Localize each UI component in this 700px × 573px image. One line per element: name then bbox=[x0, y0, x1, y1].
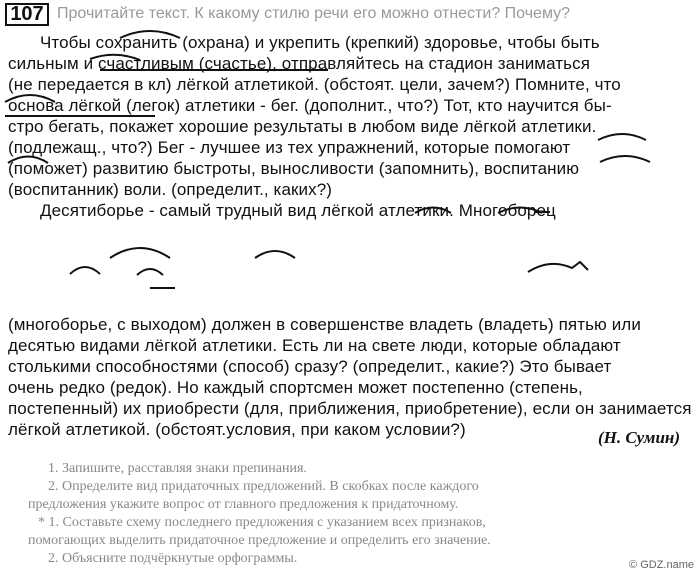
root-arc bbox=[70, 267, 100, 274]
text-line-12: столькими способностями (способ) сразу? (определит., какие?) Это бывает bbox=[8, 357, 612, 376]
text-line-4: основа лёгкой (легок) атлетики - бег. (дополнит., что?) Тот, кто научится бы- bbox=[8, 96, 612, 115]
task-star-1-continued: помогающих выделить придаточное предложение и определить его значение. bbox=[28, 533, 491, 548]
text-line-8: (воспитанник) воли. (определит., каких?) bbox=[8, 180, 333, 199]
root-arc bbox=[137, 269, 163, 275]
root-arc bbox=[8, 157, 48, 164]
text-line-7: (поможет) развитию быстроты, выносливости (запомнить), воспитанию bbox=[8, 159, 580, 178]
author: (Н. Сумин) bbox=[597, 428, 680, 447]
text-line-15: лёгкой атлетикой. (обстоят.условия, при каком условии?) bbox=[8, 420, 466, 439]
exercise-instruction: Прочитайте текст. К какому стилю речи его можно отнести? Почему? bbox=[57, 5, 571, 22]
root-arc bbox=[600, 156, 650, 162]
root-arc bbox=[120, 31, 180, 38]
text-line-10: (многоборье, с выходом) должен в совершенстве владеть (владеть) пятью или bbox=[8, 315, 641, 334]
root-arc bbox=[598, 134, 646, 140]
root-arc bbox=[110, 248, 170, 258]
task-2-continued: предложения укажите вопрос от главного предложения к придаточному. bbox=[28, 497, 459, 512]
root-arc bbox=[5, 95, 55, 102]
text-line-9: Десятиборье - самый трудный вид лёгкой атлетики. Многоборец bbox=[40, 201, 556, 220]
task-star-1: * 1. Составьте схему последнего предложения с указанием всех признаков, bbox=[38, 515, 486, 530]
task-2: 2. Определите вид придаточных предложений. В скобках после каждого bbox=[48, 479, 479, 494]
copyright: © GDZ.name bbox=[629, 559, 694, 571]
root-arc bbox=[90, 55, 140, 60]
text-line-5: стро бегать, покажет хорошие результаты в любом виде лёгкой атлетики. bbox=[8, 117, 597, 136]
root-arc bbox=[415, 208, 451, 214]
text-line-3: (не передается в кл) лёгкой атлетикой. (обстоят. цели, зачем?) Помните, что bbox=[8, 75, 621, 94]
root-arc bbox=[255, 251, 295, 258]
text-line-2: сильным и счастливым (счастье), отправляйтесь на стадион заниматься bbox=[8, 54, 591, 73]
task-1: 1. Запишите, расставляя знаки препинания. bbox=[48, 461, 307, 476]
text-line-1: Чтобы сохранить (охрана) и укрепить (крепкий) здоровье, чтобы быть bbox=[40, 33, 600, 52]
text-line-6: (подлежащ., что?) Бег - лучшее из тех упражнений, которые помогают bbox=[8, 138, 571, 157]
exercise-number: 107 bbox=[5, 3, 49, 26]
text-line-13: очень редко (редок). Но каждый спортсмен может постепенно (степень, bbox=[8, 378, 583, 397]
root-arc bbox=[528, 262, 588, 272]
task-star-2: 2. Объясните подчёркнутые орфограммы. bbox=[48, 551, 298, 566]
text-line-14: постепенный) их приобрести (для, приближения, приобретение), если он занимается bbox=[8, 399, 692, 418]
text-line-11: десятью видами лёгкой атлетики. Есть ли на свете люди, которые обладают bbox=[8, 336, 621, 355]
